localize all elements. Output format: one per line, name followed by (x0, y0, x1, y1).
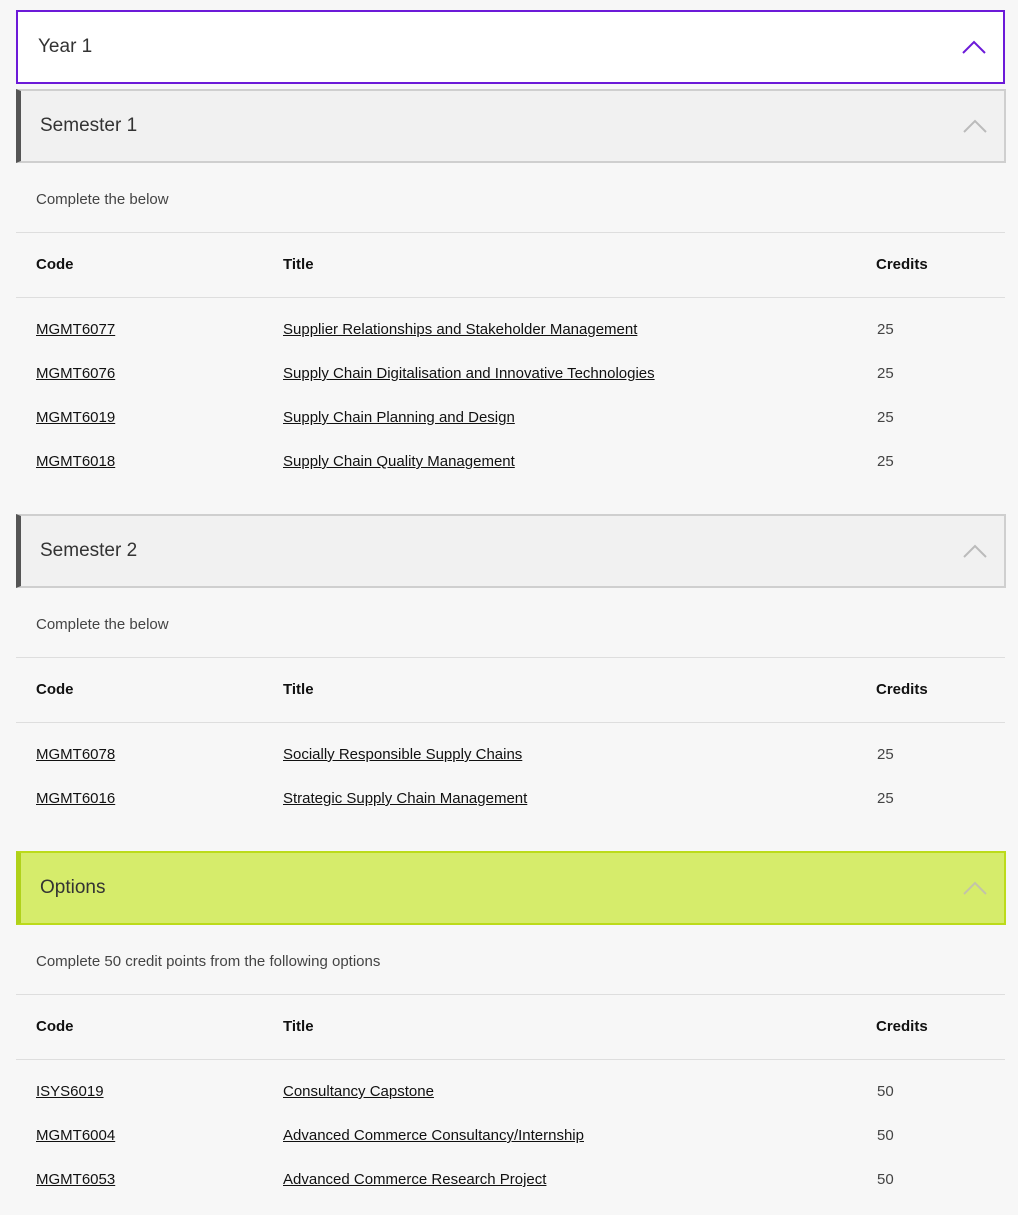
unit-title-link[interactable]: Supply Chain Digitalisation and Innovative Technologies (283, 365, 655, 382)
unit-title-link[interactable]: Consultancy Capstone (283, 1083, 434, 1100)
unit-credits: 25 (877, 365, 894, 382)
col-header-credits: Credits (876, 681, 928, 698)
options-label: Options (40, 877, 106, 898)
unit-credits: 25 (877, 409, 894, 426)
unit-code-link[interactable]: MGMT6053 (36, 1171, 116, 1188)
unit-credits: 50 (877, 1083, 894, 1100)
col-header-title: Title (283, 256, 314, 273)
semester-2-label: Semester 2 (40, 540, 138, 561)
unit-code-link[interactable]: MGMT6078 (36, 746, 116, 763)
col-header-code: Code (36, 256, 74, 273)
divider (16, 297, 1005, 298)
unit-code-link[interactable]: MGMT6016 (36, 790, 116, 807)
divider (16, 657, 1005, 658)
unit-credits: 50 (877, 1171, 894, 1188)
options-accordion-header[interactable] (16, 851, 1006, 925)
options-intro: Complete 50 credit points from the following options (36, 953, 381, 970)
chevron-up-icon (962, 119, 988, 133)
unit-code-link[interactable]: MGMT6018 (36, 453, 116, 470)
unit-credits: 25 (877, 746, 894, 763)
unit-code-link[interactable]: MGMT6077 (36, 321, 116, 338)
col-header-credits: Credits (876, 256, 928, 273)
unit-title-link[interactable]: Advanced Commerce Research Project (283, 1171, 547, 1188)
unit-title-link[interactable]: Supplier Relationships and Stakeholder Management (283, 321, 638, 338)
chevron-up-icon (962, 544, 988, 558)
unit-credits: 50 (877, 1127, 894, 1144)
chevron-up-icon (961, 40, 987, 54)
semester-2-accordion-header[interactable] (16, 514, 1006, 588)
col-header-title: Title (283, 681, 314, 698)
chevron-up-icon (962, 881, 988, 895)
year-1-accordion-header[interactable] (16, 10, 1005, 84)
divider (16, 722, 1005, 723)
semester-1-accordion-header[interactable] (16, 89, 1006, 163)
unit-credits: 25 (877, 321, 894, 338)
semester-1-intro: Complete the below (36, 191, 169, 208)
col-header-code: Code (36, 1018, 74, 1035)
divider (16, 232, 1005, 233)
unit-title-link[interactable]: Socially Responsible Supply Chains (283, 746, 523, 763)
unit-title-link[interactable]: Supply Chain Quality Management (283, 453, 515, 470)
unit-code-link[interactable]: MGMT6004 (36, 1127, 116, 1144)
unit-title-link[interactable]: Advanced Commerce Consultancy/Internship (283, 1127, 584, 1144)
unit-code-link[interactable]: ISYS6019 (36, 1083, 104, 1100)
unit-code-link[interactable]: MGMT6019 (36, 409, 116, 426)
unit-credits: 25 (877, 790, 894, 807)
unit-credits: 25 (877, 453, 894, 470)
unit-title-link[interactable]: Supply Chain Planning and Design (283, 409, 515, 426)
col-header-title: Title (283, 1018, 314, 1035)
semester-2-intro: Complete the below (36, 616, 169, 633)
unit-title-link[interactable]: Strategic Supply Chain Management (283, 790, 528, 807)
semester-1-label: Semester 1 (40, 115, 138, 136)
unit-code-link[interactable]: MGMT6076 (36, 365, 116, 382)
col-header-credits: Credits (876, 1018, 928, 1035)
divider (16, 994, 1005, 995)
year-label: Year 1 (38, 36, 93, 57)
col-header-code: Code (36, 681, 74, 698)
divider (16, 1059, 1005, 1060)
